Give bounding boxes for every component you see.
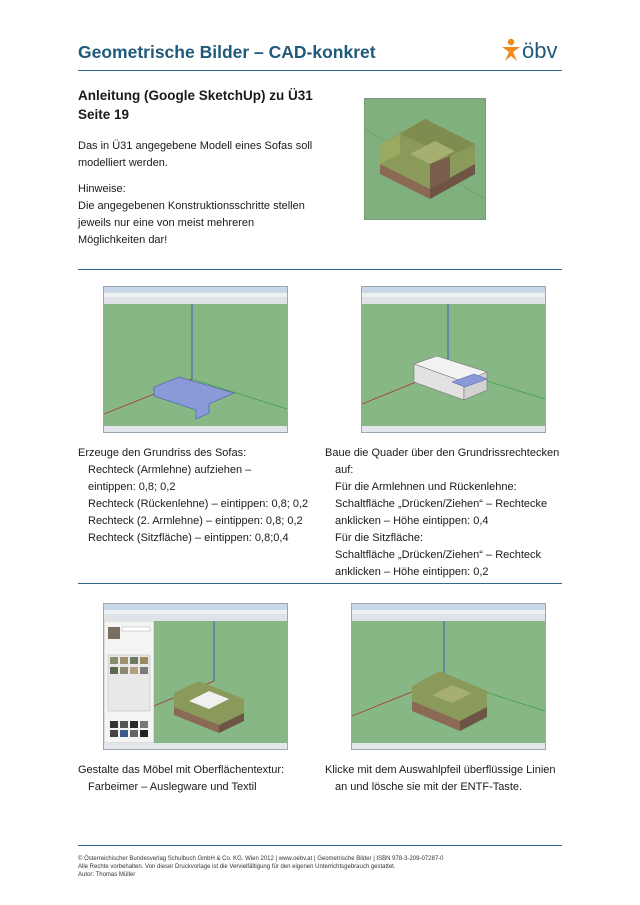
oebv-logo — [500, 38, 570, 64]
step2-caption — [325, 445, 559, 581]
title-line-1: Anleitung (Google SketchUp) zu Ü31 — [78, 88, 313, 103]
caption-line: Schaltfläche „Drücken/Ziehen“ – Rechteck — [335, 549, 542, 561]
page-footer — [78, 855, 444, 879]
caption-line: Klicke mit dem Auswahlpfeil überflüssige Linien — [325, 764, 556, 776]
caption-line: Erzeuge den Grundriss des Sofas: — [78, 447, 247, 459]
footer-line: © Österreichischer Bundesverlag Schulbuch GmbH & Co. KG, Wien 2012 | www.oebv.at | Geometrische Bilder | ISBN 978-3-209-07287-0 — [78, 856, 444, 862]
status-bar — [104, 743, 287, 749]
step3-caption — [78, 762, 284, 796]
caption-line: Rechteck (2. Armlehne) – eintippen: 0,8; 0,2 — [88, 515, 303, 527]
header-divider — [78, 70, 562, 71]
caption-line: Rechteck (Armlehne) aufziehen – — [88, 464, 252, 476]
section-divider — [78, 583, 562, 584]
caption-line: Gestalte das Möbel mit Oberflächentextur: — [78, 764, 285, 776]
toolbar — [104, 297, 287, 304]
status-bar — [362, 426, 545, 432]
footer-line: Autor: Thomas Müller — [78, 872, 136, 878]
toolbar — [104, 614, 287, 621]
hint-line: Hinweise: — [78, 183, 126, 195]
page-title — [78, 86, 313, 124]
caption-line: Baue die Quader über den Grundrissrechtecken — [325, 447, 560, 459]
caption-line: eintippen: 0,8; 0,2 — [88, 481, 176, 493]
section-divider — [78, 269, 562, 270]
caption-line: Schaltfläche „Drücken/Ziehen“ – Rechtecke — [335, 498, 548, 510]
status-bar — [352, 743, 545, 749]
hint-paragraph — [78, 181, 305, 249]
intro-line: modelliert werden. — [78, 157, 168, 169]
step4-caption — [325, 762, 556, 796]
caption-line: anklicken – Höhe eintippen: 0,2 — [335, 566, 489, 578]
step2-screenshot — [361, 286, 546, 433]
logo-figure-icon — [500, 38, 522, 62]
toolbar — [352, 614, 545, 621]
caption-line: Rechteck (Rückenlehne) – eintippen: 0,8; 0,2 — [88, 498, 309, 510]
footer-line: Alle Rechte vorbehalten. Von dieser Druckvorlage ist die Vervielfältigung für den eigenen Unterrichtsgebrauch gestattet. — [78, 864, 396, 870]
title-line-2: Seite 19 — [78, 107, 130, 122]
caption-line: Für die Sitzfläche: — [335, 532, 424, 544]
footer-divider — [78, 845, 562, 846]
step1-caption — [78, 445, 308, 547]
caption-line: an und lösche sie mit der ENTF-Taste. — [335, 781, 523, 793]
intro-line: Das in Ü31 angegebene Modell eines Sofas soll — [78, 140, 313, 152]
logo-text: öbv — [522, 38, 558, 63]
hint-line: Möglichkeiten dar! — [78, 234, 168, 246]
hint-line: Die angegebenen Konstruktionsschritte stellen — [78, 200, 305, 212]
step4-screenshot — [351, 603, 546, 750]
sofa-model-image — [364, 98, 486, 220]
caption-line: auf: — [335, 464, 354, 476]
step1-screenshot — [103, 286, 288, 433]
status-bar — [104, 426, 287, 432]
hint-line: jeweils nur eine von meist mehreren — [78, 217, 255, 229]
caption-line: Rechteck (Sitzfläche) – eintippen: 0,8;0,4 — [88, 532, 289, 544]
page-header-title: Geometrische Bilder – CAD-konkret — [78, 42, 376, 62]
caption-line: Für die Armlehnen und Rückenlehne: — [335, 481, 517, 493]
intro-paragraph — [78, 138, 312, 172]
step3-screenshot — [103, 603, 288, 750]
toolbar — [362, 297, 545, 304]
caption-line: Farbeimer – Auslegware und Textil — [88, 781, 257, 793]
caption-line: anklicken – Höhe eintippen: 0,4 — [335, 515, 489, 527]
